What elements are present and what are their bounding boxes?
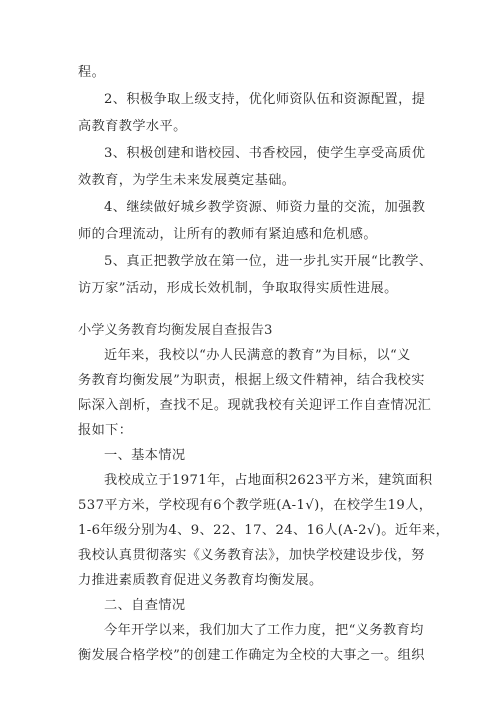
section-title: 小学义务教育均衡发展自查报告3 [78, 323, 273, 338]
list-item-3-line-2: 效教育，为学生未来发展奠定基础。 [78, 173, 296, 188]
intro-line-1: 近年来，我校以“办人民满意的教育”为目标，以“义 [104, 348, 411, 363]
intro-line-4: 报如下： [78, 423, 133, 438]
basic-info-line-3: 1-6年级分别为4、9、22、17、24、16人(A-2√)。近年来， [78, 523, 450, 538]
list-item-5-line-1: 5、真正把教学放在第一位，进一步扎实开展“比教学、 [104, 254, 433, 269]
subheading-self-check: 二、自查情况 [104, 598, 186, 613]
self-check-line-2: 衡发展合格学校”的创建工作确定为全校的大事之一。组织 [78, 648, 425, 663]
intro-line-3: 际深入剖析，查找不足。现就我校有关迎评工作自查情况汇 [78, 398, 432, 413]
basic-info-line-1: 我校成立于1971年，占地面积2623平方米，建筑面积 [104, 473, 433, 488]
list-item-2-line-2: 高教育教学水平。 [78, 119, 187, 134]
list-item-2-line-1: 2、积极争取上级支持，优化师资队伍和资源配置，提 [104, 92, 426, 107]
paragraph-line: 程。 [78, 65, 106, 80]
basic-info-line-4: 我校认真贯彻落实《义务教育法》，加快学校建设步伐，努 [78, 548, 425, 563]
list-item-5-line-2: 访万家”活动，形成长效机制，争取取得实质性进展。 [78, 281, 398, 296]
self-check-line-1: 今年开学以来，我们加大了工作力度，把“义务教育均 [104, 623, 424, 638]
list-item-4-line-1: 4、继续做好城乡教学资源、师资力量的交流，加强教 [104, 200, 426, 215]
list-item-4-line-2: 师的合理流动，让所有的教师有紧迫感和危机感。 [78, 227, 377, 242]
subheading-basic-info: 一、基本情况 [104, 448, 186, 463]
list-item-3-line-1: 3、积极创建和谐校园、书香校园，使学生享受高质优 [104, 146, 426, 161]
basic-info-line-2: 537平方米，学校现有6个教学班(A-1√)，在校学生19人， [78, 498, 433, 513]
intro-line-2: 务教育均衡发展”为职责，根据上级文件精神，结合我校实 [78, 373, 425, 388]
basic-info-line-5: 力推进素质教育促进义务教育均衡发展。 [78, 573, 323, 588]
